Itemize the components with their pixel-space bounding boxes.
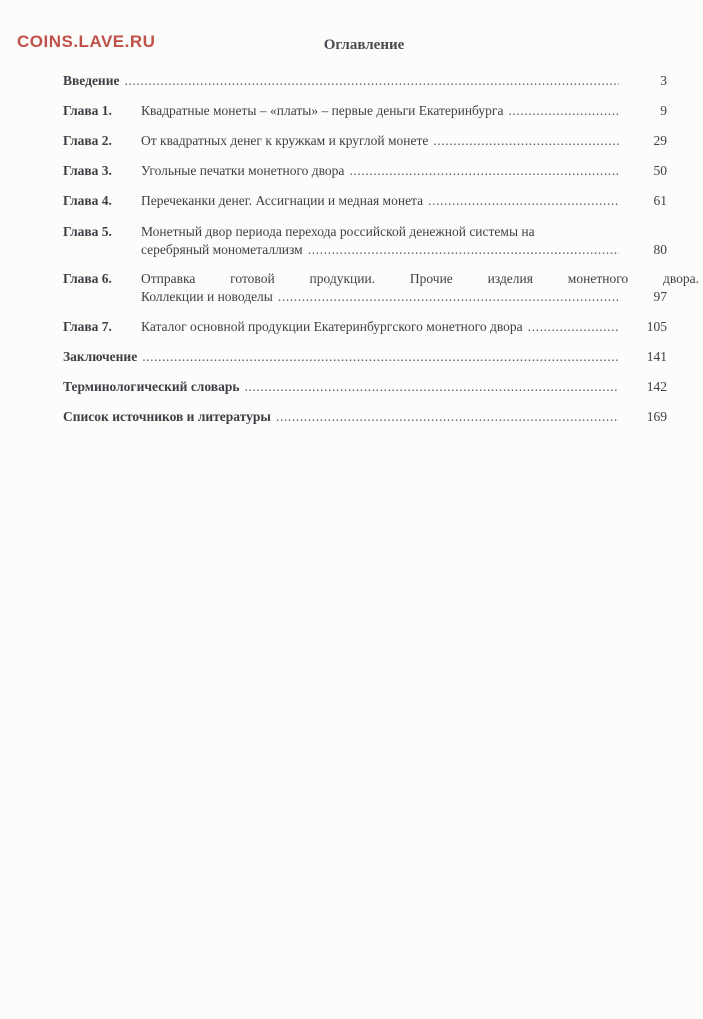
toc-entry-title: Терминологический словарь bbox=[63, 379, 240, 394]
toc-page-number: 142 bbox=[646, 379, 667, 394]
toc-page-number: 97 bbox=[653, 289, 667, 304]
toc-page-number: 9 bbox=[660, 103, 667, 118]
chapter-label: Глава 4. bbox=[63, 193, 112, 208]
toc-page-number: 80 bbox=[653, 242, 667, 257]
toc-entry-title: Введение bbox=[63, 73, 120, 88]
toc-entry-title: Каталог основной продукции Екатеринбургского монетного двора bbox=[141, 319, 523, 334]
toc-page-number: 61 bbox=[653, 193, 667, 208]
toc-entry-title: Перечеканки денег. Ассигнации и медная монета bbox=[141, 193, 424, 208]
toc-page-number: 3 bbox=[660, 73, 667, 88]
toc-page-number: 105 bbox=[646, 319, 667, 334]
toc-entry-title-line-2: Коллекции и новоделы bbox=[141, 289, 273, 304]
leader-dots bbox=[349, 162, 619, 180]
site-watermark: COINS.LAVE.RU bbox=[17, 32, 156, 51]
toc-entry-title: Заключение bbox=[63, 349, 138, 364]
chapter-label: Глава 5. bbox=[63, 224, 112, 239]
toc-page-number: 50 bbox=[653, 163, 667, 178]
toc-page-number: 141 bbox=[646, 349, 667, 364]
leader-dots bbox=[528, 318, 619, 336]
toc-entry-title: Угольные печатки монетного двора bbox=[141, 163, 345, 178]
chapter-label: Глава 7. bbox=[63, 319, 112, 334]
page-title: Оглавление bbox=[323, 37, 405, 53]
toc-entry-title: От квадратных денег к кружкам и круглой монете bbox=[141, 133, 429, 148]
toc-entry-title-line-2: серебряный монометаллизм bbox=[141, 242, 303, 257]
leader-dots bbox=[142, 348, 619, 366]
toc-entry-title-line-1: Отправка готовой продукции. Прочие изделия монетного двора. bbox=[141, 271, 699, 286]
toc-page-number: 169 bbox=[646, 409, 667, 424]
leader-dots bbox=[124, 72, 619, 90]
toc-entry-title: Квадратные монеты – «платы» – первые деньги Екатеринбурга bbox=[141, 103, 504, 118]
leader-dots bbox=[276, 408, 619, 426]
toc-page-number: 29 bbox=[653, 133, 667, 148]
chapter-label: Глава 1. bbox=[63, 103, 112, 118]
leader-dots bbox=[433, 132, 619, 150]
chapter-label: Глава 6. bbox=[63, 271, 112, 286]
chapter-label: Глава 2. bbox=[63, 133, 112, 148]
chapter-label: Глава 3. bbox=[63, 163, 112, 178]
leader-dots bbox=[278, 288, 619, 306]
toc-entry-title-line-1: Монетный двор периода перехода российской денежной системы на bbox=[141, 224, 535, 239]
leader-dots bbox=[244, 378, 619, 396]
leader-dots bbox=[308, 241, 619, 259]
leader-dots bbox=[428, 192, 619, 210]
toc-entry-title: Список источников и литературы bbox=[63, 409, 271, 424]
leader-dots bbox=[508, 102, 619, 120]
